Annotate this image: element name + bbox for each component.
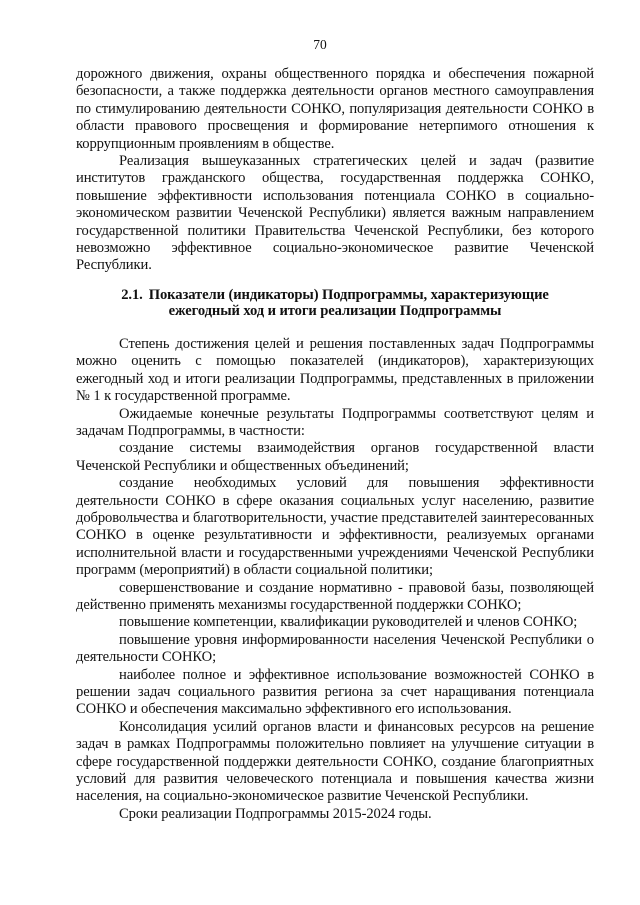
paragraph-timeline: Сроки реализации Подпрограммы 2015-2024 годы.	[119, 805, 432, 822]
section-heading	[76, 287, 594, 320]
result-item: совершенствование и создание нормативно - правовой базы, позволяющей действенно применять механизмы государственной поддержки СОНКО;	[76, 579, 594, 613]
paragraph-consolidation: Консолидация усилий органов власти и финансовых ресурсов на решение задач в рамках Подпрограммы положительно повлияет на улучшение ситуации в сфере государственной поддержки деятельности СОНКО, создание благоприятных условий для развития человеческого потенциала и повышения качества жизни населения, на социально-экономическое развитие Чеченской Республики.	[76, 718, 594, 805]
paragraph-expected-results: Ожидаемые конечные результаты Подпрограммы соответствуют целям и задачам Подпрограммы, в частности:	[76, 405, 594, 439]
paragraph-indicators: Степень достижения целей и решения поставленных задач Подпрограммы можно оценить с помощью показателей (индикаторов), характеризующих ежегодный ход и итоги реализации Подпрограммы, представленных в приложении № 1 к государственной программе.	[76, 335, 594, 405]
document-body	[76, 66, 594, 823]
section-title: Показатели (индикаторы) Подпрограммы, характеризующие ежегодный ход и итоги реализации Подпрограммы	[148, 286, 549, 320]
section-number: 2.1.	[121, 286, 143, 303]
paragraph-continuation: дорожного движения, охраны общественного порядка и обеспечения пожарной безопасности, а также поддержка деятельности органов местного самоуправления по стимулированию деятельности СОНКО, популяризация деятельности СОНКО в области правового просвещения и формирование нетерпимого отношения к коррупционным проявлениям в обществе.	[76, 66, 594, 152]
result-item: повышение уровня информированности населения Чеченской Республики о деятельности СОНКО;	[76, 631, 594, 666]
result-item: повышение компетенции, квалификации руководителей и членов СОНКО;	[119, 614, 578, 631]
result-item: создание системы взаимодействия органов государственной власти Чеченской Республики и общественных объединений;	[76, 440, 594, 474]
result-item: создание необходимых условий для повышения эффективности деятельности СОНКО в сфере оказания социальных услуг населению, развитие добровольчества и благотворительности, участие представителей заинтересованных СОНКО в оценке результативности и эффективности, реализуемых органами исполнительной власти и государственными учреждениями Чеченской Республики программ (мероприятий) в области социальной политики;	[76, 475, 594, 579]
page-number: 70	[313, 37, 327, 52]
paragraph-strategy: Реализация вышеуказанных стратегических целей и задач (развитие институтов гражданского общества, государственная поддержка СОНКО, повышение эффективности использования потенциала СОНКО в социально-экономическом развитии Чеченской Республики) является важным направлением государственной политики Правительства Чеченской Республики, без которого невозможно эффективное социально-экономическое развитие Чеченской Республики.	[76, 153, 594, 274]
result-item: наиболее полное и эффективное использование возможностей СОНКО в решении задач социального развития региона за счет наращивания потенциала СОНКО и обеспечения максимально эффективного его использования.	[76, 666, 594, 718]
